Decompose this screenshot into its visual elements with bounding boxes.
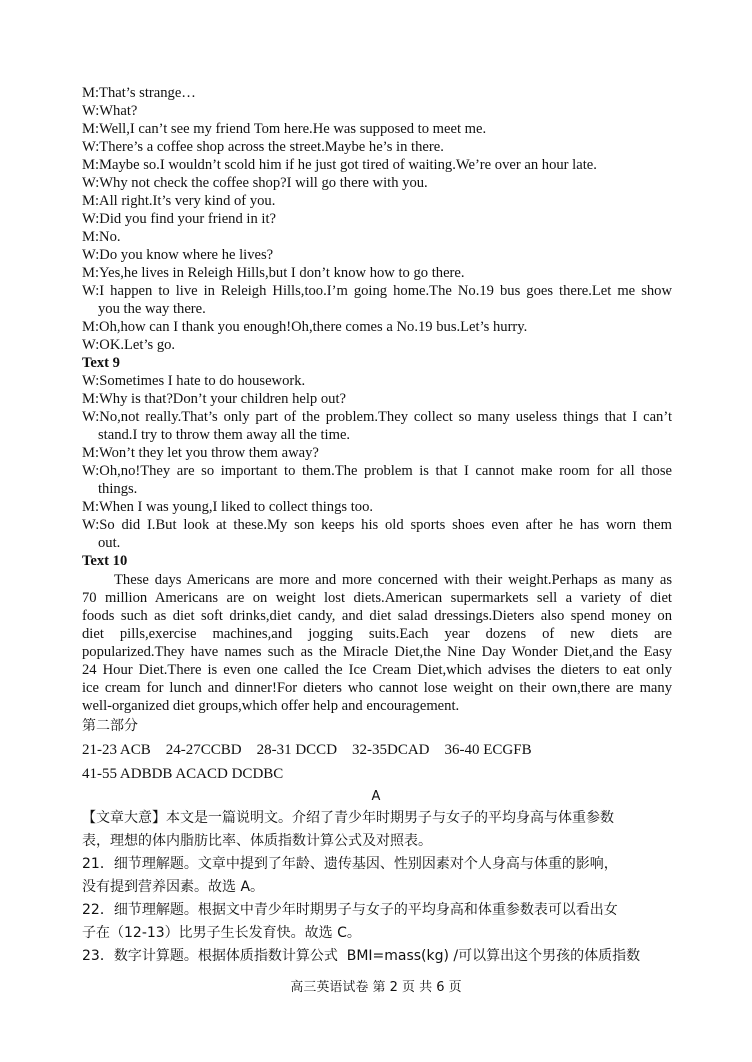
dialogue-line: W:No,not really.That’s only part of the problem.They collect so many useless things that I can’t [82,409,672,425]
dialogue-line: W:Oh,no!They are so important to them.The problem is that I cannot make room for all those [82,463,672,479]
dialogue-line: M:When I was young,I liked to collect things too. [82,499,374,515]
dialogue-line: M:That’s strange… [82,85,196,101]
answer-key-line: 41-55 ADBDB ACACD DCDBC [82,766,284,782]
dialogue-line: things. [98,481,138,497]
part-heading: 第二部分 [82,718,138,734]
dialogue-line: W:Did you find your friend in it? [82,211,277,227]
dialogue-line: stand.I try to throw them away all the time. [98,427,351,443]
dialogue-line: W:There’s a coffee shop across the street.Maybe he’s in there. [82,139,444,155]
dialogue-line: W:What? [82,103,138,119]
paragraph-line: ice cream for lunch and dinner!For dieters who cannot lose weight on their own,there are many [82,680,672,696]
paragraph-line: well-organized diet groups,which offer help and encouragement. [82,698,460,714]
dialogue-line: M:No. [82,229,121,245]
explanation-line: 表，理想的体内脂肪比率、体质指数计算公式及对照表。 [82,833,432,849]
dialogue-line: W:OK.Let’s go. [82,337,176,353]
explanation-line: 【文章大意】本文是一篇说明文。介绍了青少年时期男子与女子的平均身高与体重参数 [82,810,614,826]
paragraph-line: diet pills,exercise machines,and jogging suits.Each year dozens of new diets are [82,626,672,642]
dialogue-line: M:Why is that?Don’t your children help out? [82,391,346,407]
dialogue-line: W:So did I.But look at these.My son keeps his old sports shoes even after he has worn them [82,517,672,533]
dialogue-line: out. [98,535,121,551]
paragraph-line: 24 Hour Diet.There is even one called the Ice Cream Diet,which advises the dieters to eat only [82,662,672,678]
dialogue-line: W:Sometimes I hate to do housework. [82,373,306,389]
paragraph-line: These days Americans are more and more concerned with their weight.Perhaps as many as [114,572,672,588]
passage-label: A [371,789,381,804]
explanation-line: 22．细节理解题。根据文中青少年时期男子与女子的平均身高和体重参数表可以看出女 [82,902,618,918]
dialogue-line: M:Won’t they let you throw them away? [82,445,319,461]
answer-key-line: 21-23 ACB 24-27CCBD 28-31 DCCD 32-35DCAD 36-40 ECGFB [82,742,532,758]
section-heading: Text 10 [82,553,128,569]
dialogue-line: M:Oh,how can I thank you enough!Oh,there comes a No.19 bus.Let’s hurry. [82,319,528,335]
paragraph-line: 70 million Americans are on weight lost diets.American supermarkets sell a variety of diet [82,590,672,606]
dialogue-line: M:Yes,he lives in Releigh Hills,but I don’t know how to go there. [82,265,465,281]
section-heading: Text 9 [82,355,120,371]
dialogue-line: M:Well,I can’t see my friend Tom here.He was supposed to meet me. [82,121,487,137]
explanation-line: 子在（12-13）比男子生长发育快。故选 C。 [82,925,361,941]
paragraph-line: foods such as diet soft drinks,diet candy, and diet salad dressings.Dieters also spend money on [82,608,672,624]
dialogue-line: W:Do you know where he lives? [82,247,274,263]
dialogue-line: W:I happen to live in Releigh Hills,too.I’m going home.The No.19 bus goes there.Let me show [82,283,672,299]
paragraph-line: popularized.They have names such as the Miracle Diet,the Nine Day Wonder Diet,and the Easy [82,644,672,660]
dialogue-line: W:Why not check the coffee shop?I will go there with you. [82,175,428,191]
dialogue-line: M:Maybe so.I wouldn’t scold him if he just got tired of waiting.We’re over an hour late. [82,157,597,173]
explanation-line: 没有提到营养因素。故选 A。 [82,879,265,895]
explanation-line: 23．数字计算题。根据体质指数计算公式 BMI=mass(kg) /可以算出这个男孩的体质指数 [82,948,641,964]
dialogue-line: M:All right.It’s very kind of you. [82,193,276,209]
explanation-line: 21．细节理解题。文章中提到了年龄、遗传基因、性别因素对个人身高与体重的影响， [82,856,618,872]
page-footer: 高三英语试卷 第 2 页 共 6 页 [290,980,462,995]
dialogue-line: you the way there. [98,301,206,317]
